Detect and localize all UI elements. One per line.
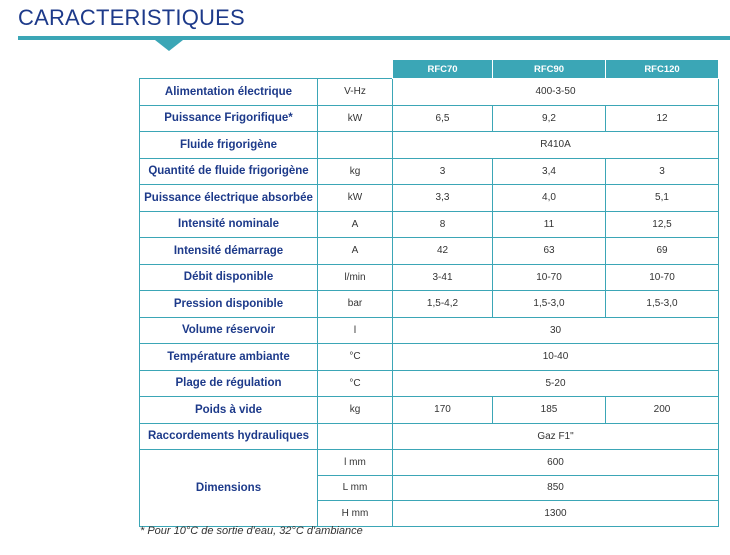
row-unit: °C bbox=[318, 370, 393, 397]
row-label: Raccordements hydrauliques bbox=[140, 423, 318, 450]
row-unit bbox=[318, 423, 393, 450]
row-value: 8 bbox=[393, 211, 493, 238]
row-label: Quantité de fluide frigorigène bbox=[140, 158, 318, 185]
row-value: 1300 bbox=[393, 501, 719, 527]
row-value: 5,1 bbox=[606, 185, 719, 212]
table-row bbox=[140, 132, 719, 159]
row-label: Poids à vide bbox=[140, 397, 318, 424]
table-row bbox=[140, 264, 719, 291]
row-label: Plage de régulation bbox=[140, 370, 318, 397]
row-value: 1,5-3,0 bbox=[606, 291, 719, 318]
table-row bbox=[140, 105, 719, 132]
row-unit bbox=[318, 132, 393, 159]
row-unit: l/min bbox=[318, 264, 393, 291]
row-value: 10-40 bbox=[393, 344, 719, 371]
footnote: * Pour 10°C de sortie d'eau, 32°C d'ambiance bbox=[140, 525, 363, 537]
row-value: 69 bbox=[606, 238, 719, 265]
row-unit: bar bbox=[318, 291, 393, 318]
row-unit: kW bbox=[318, 105, 393, 132]
row-value: 170 bbox=[393, 397, 493, 424]
table-row bbox=[140, 79, 719, 106]
model-header: RFC90 bbox=[493, 60, 606, 79]
row-value: 3 bbox=[606, 158, 719, 185]
row-label: Pression disponible bbox=[140, 291, 318, 318]
row-label: Fluide frigorigène bbox=[140, 132, 318, 159]
row-value: 30 bbox=[393, 317, 719, 344]
row-unit: H mm bbox=[318, 501, 393, 527]
row-value: 4,0 bbox=[493, 185, 606, 212]
row-value: 400-3-50 bbox=[393, 79, 719, 106]
row-value: 11 bbox=[493, 211, 606, 238]
row-label: Puissance Frigorifique* bbox=[140, 105, 318, 132]
table-row bbox=[140, 317, 719, 344]
row-value: 3-41 bbox=[393, 264, 493, 291]
row-value: 42 bbox=[393, 238, 493, 265]
row-value: 3,3 bbox=[393, 185, 493, 212]
table-row bbox=[140, 370, 719, 397]
row-value: 12,5 bbox=[606, 211, 719, 238]
row-unit: l mm bbox=[318, 450, 393, 476]
title-notch-marker bbox=[155, 40, 183, 51]
row-label: Volume réservoir bbox=[140, 317, 318, 344]
row-value: 5-20 bbox=[393, 370, 719, 397]
table-row bbox=[140, 344, 719, 371]
header-spacer bbox=[140, 60, 318, 79]
row-label: Débit disponible bbox=[140, 264, 318, 291]
table-row bbox=[140, 291, 719, 318]
row-unit: A bbox=[318, 238, 393, 265]
table-row bbox=[140, 238, 719, 265]
row-unit: l bbox=[318, 317, 393, 344]
model-header: RFC120 bbox=[606, 60, 719, 79]
row-value: 10-70 bbox=[606, 264, 719, 291]
table-row bbox=[140, 158, 719, 185]
header-row bbox=[140, 60, 719, 79]
row-unit: L mm bbox=[318, 475, 393, 501]
row-value: 1,5-3,0 bbox=[493, 291, 606, 318]
row-value: 6,5 bbox=[393, 105, 493, 132]
table-row bbox=[140, 450, 719, 476]
title-underline bbox=[18, 36, 730, 40]
table-row bbox=[140, 185, 719, 212]
row-value: 10-70 bbox=[493, 264, 606, 291]
row-value: 12 bbox=[606, 105, 719, 132]
row-value: 200 bbox=[606, 397, 719, 424]
dimensions-label: Dimensions bbox=[140, 450, 318, 527]
row-label: Alimentation électrique bbox=[140, 79, 318, 106]
table-row bbox=[140, 423, 719, 450]
row-label: Température ambiante bbox=[140, 344, 318, 371]
row-value: 63 bbox=[493, 238, 606, 265]
row-value: 9,2 bbox=[493, 105, 606, 132]
row-value: 3 bbox=[393, 158, 493, 185]
row-value: 3,4 bbox=[493, 158, 606, 185]
row-value: 600 bbox=[393, 450, 719, 476]
table-row bbox=[140, 397, 719, 424]
row-unit: kW bbox=[318, 185, 393, 212]
header-spacer bbox=[318, 60, 393, 79]
table-row bbox=[140, 211, 719, 238]
row-value: 185 bbox=[493, 397, 606, 424]
row-value: 1,5-4,2 bbox=[393, 291, 493, 318]
model-header: RFC70 bbox=[393, 60, 493, 79]
row-unit: °C bbox=[318, 344, 393, 371]
row-label: Puissance électrique absorbée bbox=[140, 185, 318, 212]
characteristics-table bbox=[139, 59, 719, 527]
row-unit: V-Hz bbox=[318, 79, 393, 106]
page-title: CARACTERISTIQUES bbox=[18, 5, 245, 30]
row-unit: kg bbox=[318, 397, 393, 424]
row-value: R410A bbox=[393, 132, 719, 159]
row-value: Gaz F1" bbox=[393, 423, 719, 450]
row-value: 850 bbox=[393, 475, 719, 501]
row-label: Intensité démarrage bbox=[140, 238, 318, 265]
row-unit: A bbox=[318, 211, 393, 238]
row-label: Intensité nominale bbox=[140, 211, 318, 238]
row-unit: kg bbox=[318, 158, 393, 185]
